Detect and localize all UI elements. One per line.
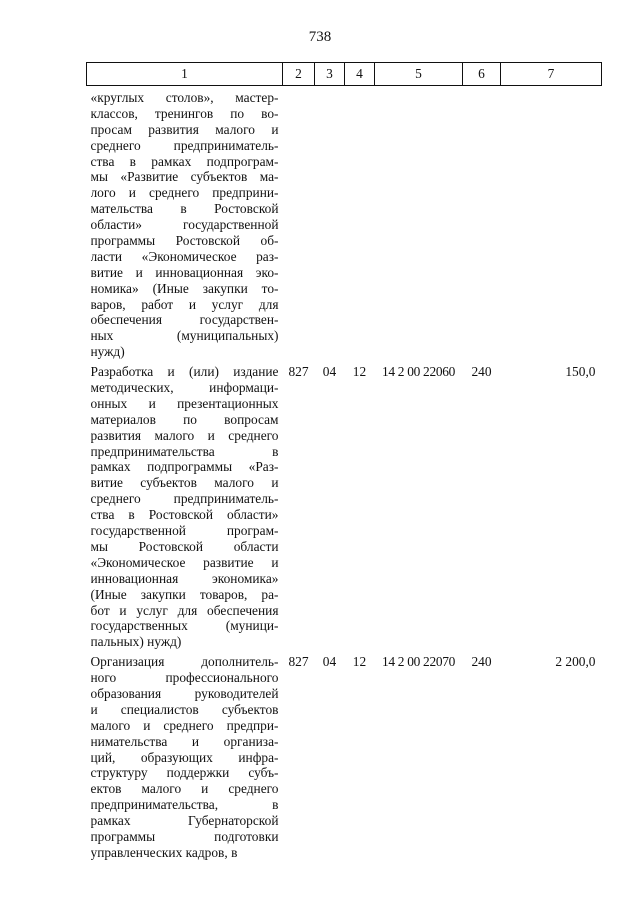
row-target-article: 14 2 00 22070: [381, 654, 456, 670]
header-col-7: 7: [501, 63, 602, 86]
description-line: ций, образующих инфра-: [90, 749, 279, 765]
row-description: [87, 86, 283, 361]
row-subsection-code: [345, 86, 375, 361]
header-col-6: 6: [463, 63, 501, 86]
description-line: номика» (Иные закупки то-: [90, 280, 279, 296]
description-line: предпринимательства, в: [90, 797, 279, 813]
description-line: ектов малого и среднего: [90, 781, 279, 797]
description-line: онных и презентационных: [90, 395, 279, 411]
row-expense-type: 240: [471, 654, 492, 670]
description-line: структуру поддержки субъ-: [90, 765, 279, 781]
description-line: (Иные закупки товаров, ра-: [90, 586, 279, 602]
budget-table: [86, 62, 602, 861]
description-line: программы подготовки: [90, 828, 279, 844]
description-line: государственных (муници-: [90, 618, 279, 634]
header-col-2: 2: [283, 63, 315, 86]
description-line: образования руководителей: [90, 685, 279, 701]
description-line: классов, тренингов по во-: [90, 105, 279, 121]
description-line: ласти «Экономическое раз-: [90, 248, 279, 264]
row-subsection-code: 12: [352, 364, 367, 380]
row-amount: 150,0: [565, 364, 596, 380]
row-ministry-code: [283, 86, 315, 361]
header-col-1: 1: [87, 63, 283, 86]
description-line: мательства в Ростовской: [90, 201, 279, 217]
description-line: рамках подпрограммы «Раз-: [90, 459, 279, 475]
description-line: и специалистов субъектов: [90, 701, 279, 717]
description-line: обеспечения государствен-: [90, 312, 279, 328]
description-line: развития малого и среднего: [90, 427, 279, 443]
description-line: пальных) нужд): [90, 634, 182, 650]
description-line: мы «Развитие субъектов ма-: [90, 169, 279, 185]
table-body: [87, 86, 602, 861]
description-line: нужд): [90, 344, 125, 360]
description-line: среднего предприниматель-: [90, 491, 279, 507]
description-line: витие субъектов малого и: [90, 475, 279, 491]
row-target-article: [375, 86, 463, 361]
row-amount: 2 200,0: [555, 654, 596, 670]
header-col-3: 3: [315, 63, 345, 86]
description-line: Организация дополнитель-: [90, 654, 279, 670]
description-line: ного профессионального: [90, 670, 279, 686]
description-line: инновационная экономика»: [90, 570, 279, 586]
description-line: витие и инновационная эко-: [90, 264, 279, 280]
description-line: программы Ростовской об-: [90, 233, 279, 249]
row-expense-type: [463, 86, 501, 361]
table-row: [87, 650, 602, 861]
description-line: малого и среднего предпри-: [90, 717, 279, 733]
description-line: среднего предприниматель-: [90, 137, 279, 153]
description-line: ных (муниципальных): [90, 328, 279, 344]
page-number: 738: [308, 29, 332, 45]
description-line: ства в Ростовской области»: [90, 507, 279, 523]
description-line: области» государственной: [90, 217, 279, 233]
description-line: лого и среднего предприни-: [90, 185, 279, 201]
description-line: предпринимательства в: [90, 443, 279, 459]
description-line: «круглых столов», мастер-: [90, 90, 279, 105]
row-ministry-code: 827: [288, 654, 309, 670]
row-amount: [501, 86, 602, 361]
header-row: [87, 63, 602, 86]
table-row: [87, 86, 602, 361]
description-line: материалов по вопросам: [90, 411, 279, 427]
description-line: бот и услуг для обеспечения: [90, 602, 279, 618]
description-line: варов, работ и услуг для: [90, 296, 279, 312]
description-line: «Экономическое развитие и: [90, 554, 279, 570]
row-expense-type: 240: [471, 364, 492, 380]
header-col-4: 4: [345, 63, 375, 86]
description-line: ства в рамках подпрограм-: [90, 153, 279, 169]
description-line: нимательства и организа-: [90, 733, 279, 749]
row-section-code: 04: [322, 364, 337, 380]
row-section-code: [315, 86, 345, 361]
row-description: [87, 650, 283, 861]
row-ministry-code: 827: [288, 364, 309, 380]
row-section-code: 04: [322, 654, 337, 670]
description-line: управленческих кадров, в: [90, 844, 238, 860]
row-target-article: 14 2 00 22060: [381, 364, 456, 380]
row-subsection-code: 12: [352, 654, 367, 670]
description-line: методических, информаци-: [90, 380, 279, 396]
description-line: рамках Губернаторской: [90, 813, 279, 829]
description-line: государственной програм-: [90, 523, 279, 539]
description-line: просам развития малого и: [90, 121, 279, 137]
table-row: [87, 360, 602, 650]
header-col-5: 5: [375, 63, 463, 86]
row-description: [87, 360, 283, 650]
table-header: [87, 63, 602, 86]
description-line: Разработка и (или) издание: [90, 364, 279, 380]
description-line: мы Ростовской области: [90, 538, 279, 554]
